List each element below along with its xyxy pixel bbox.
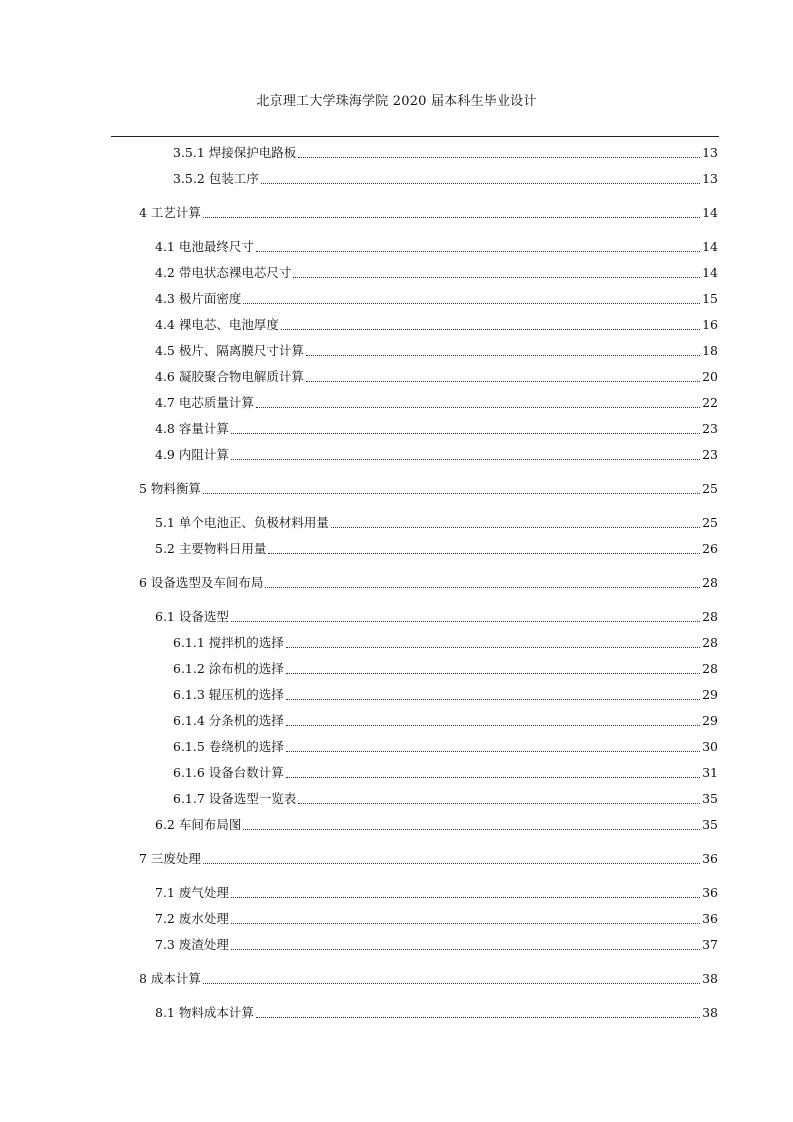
toc-entry-label: 5.1 单个电池正、负极材料用量 xyxy=(155,515,329,530)
toc-entry[interactable] xyxy=(155,445,718,463)
toc-entry-label: 6.2 车间布局图 xyxy=(155,817,242,832)
toc-entry[interactable] xyxy=(173,633,718,651)
toc-entry[interactable] xyxy=(139,479,718,497)
toc-page-number: 35 xyxy=(702,817,718,832)
toc-entry[interactable] xyxy=(155,289,718,307)
toc-dot-leader xyxy=(243,303,700,304)
toc-entry[interactable] xyxy=(155,607,718,625)
toc-dot-leader xyxy=(286,673,700,674)
toc-dot-leader xyxy=(286,647,700,648)
toc-entry[interactable] xyxy=(155,393,718,411)
toc-page-number: 37 xyxy=(702,937,718,952)
toc-entry[interactable] xyxy=(155,367,718,385)
toc-page-number: 15 xyxy=(702,291,718,306)
toc-entry-label: 6.1.3 辊压机的选择 xyxy=(173,687,284,702)
toc-dot-leader xyxy=(231,897,700,898)
toc-page-number: 36 xyxy=(702,885,718,900)
toc-page-number: 16 xyxy=(702,317,718,332)
toc-page-number: 29 xyxy=(702,713,718,728)
toc-page-number: 28 xyxy=(702,635,718,650)
toc-dot-leader xyxy=(286,751,700,752)
toc-page-number: 14 xyxy=(702,265,718,280)
page-header: 北京理工大学珠海学院 2020 届本科生毕业设计 xyxy=(256,94,537,109)
toc-entry[interactable] xyxy=(173,685,718,703)
toc-dot-leader xyxy=(231,459,700,460)
toc-entry-label: 4.1 电池最终尺寸 xyxy=(155,239,254,254)
toc-entry-label: 4.6 凝胶聚合物电解质计算 xyxy=(155,369,304,384)
toc-page-number: 13 xyxy=(702,171,718,186)
toc-entry[interactable] xyxy=(173,659,718,677)
toc-page-number: 13 xyxy=(702,145,718,160)
toc-dot-leader xyxy=(203,493,700,494)
toc-dot-leader xyxy=(286,725,700,726)
toc-entry-label: 6.1.1 搅拌机的选择 xyxy=(173,635,284,650)
toc-dot-leader xyxy=(203,983,700,984)
toc-entry-label: 3.5.1 焊接保护电路板 xyxy=(173,145,297,160)
toc-dot-leader xyxy=(298,803,700,804)
toc-entry-label: 6.1.5 卷绕机的选择 xyxy=(173,739,284,754)
toc-entry-label: 7.3 废渣处理 xyxy=(155,937,229,952)
toc-entry[interactable] xyxy=(155,935,718,953)
toc-page-number: 36 xyxy=(702,911,718,926)
toc-entry-label: 6.1 设备选型 xyxy=(155,609,229,624)
toc-page-number: 23 xyxy=(702,447,718,462)
toc-entry-label: 7 三废处理 xyxy=(139,851,201,866)
toc-dot-leader xyxy=(231,923,700,924)
toc-entry[interactable] xyxy=(173,737,718,755)
toc-entry-label: 5.2 主要物料日用量 xyxy=(155,541,267,556)
toc-entry-label: 3.5.2 包装工序 xyxy=(173,171,259,186)
toc-entry-label: 7.1 废气处理 xyxy=(155,885,229,900)
toc-entry-label: 4.4 裸电芯、电池厚度 xyxy=(155,317,279,332)
toc-page-number: 25 xyxy=(702,515,718,530)
toc-entry[interactable] xyxy=(139,849,718,867)
toc-entry[interactable] xyxy=(155,513,718,531)
toc-entry[interactable] xyxy=(155,815,718,833)
toc-dot-leader xyxy=(286,699,700,700)
toc-entry-label: 8 成本计算 xyxy=(139,971,201,986)
toc-entry-label: 4.7 电芯质量计算 xyxy=(155,395,254,410)
toc-entry[interactable] xyxy=(173,789,718,807)
toc-entry-label: 6 设备选型及车间布局 xyxy=(139,575,264,590)
toc-entry[interactable] xyxy=(155,1003,718,1021)
toc-dot-leader xyxy=(256,1017,700,1018)
toc-dot-leader xyxy=(331,527,700,528)
toc-page-number: 26 xyxy=(702,541,718,556)
toc-page-number: 28 xyxy=(702,609,718,624)
toc-dot-leader xyxy=(203,217,700,218)
toc-entry-label: 4 工艺计算 xyxy=(139,205,201,220)
toc-page-number: 36 xyxy=(702,851,718,866)
toc-page-number: 23 xyxy=(702,421,718,436)
toc-entry[interactable] xyxy=(155,237,718,255)
toc-entry-label: 4.9 内阻计算 xyxy=(155,447,229,462)
toc-entry[interactable] xyxy=(155,909,718,927)
toc-dot-leader xyxy=(293,277,700,278)
toc-page-number: 28 xyxy=(702,661,718,676)
toc-entry[interactable] xyxy=(155,883,718,901)
toc-dot-leader xyxy=(203,863,700,864)
toc-entry[interactable] xyxy=(139,969,718,987)
toc-entry-label: 4.3 极片面密度 xyxy=(155,291,242,306)
toc-entry[interactable] xyxy=(155,419,718,437)
toc-page-number: 18 xyxy=(702,343,718,358)
toc-page-number: 38 xyxy=(702,971,718,986)
toc-dot-leader xyxy=(231,621,700,622)
toc-page-number: 25 xyxy=(702,481,718,496)
toc-entry[interactable] xyxy=(155,539,718,557)
toc-entry[interactable] xyxy=(139,573,718,591)
toc-dot-leader xyxy=(298,157,700,158)
toc-entry[interactable] xyxy=(173,763,718,781)
toc-entry[interactable] xyxy=(173,169,718,187)
toc-entry[interactable] xyxy=(173,711,718,729)
toc-entry-label: 6.1.2 涂布机的选择 xyxy=(173,661,284,676)
toc-entry[interactable] xyxy=(155,263,718,281)
toc-page-number: 20 xyxy=(702,369,718,384)
toc-entry[interactable] xyxy=(155,315,718,333)
toc-dot-leader xyxy=(281,329,700,330)
toc-page-number: 14 xyxy=(702,205,718,220)
toc-dot-leader xyxy=(306,355,700,356)
toc-entry-label: 4.5 极片、隔离膜尺寸计算 xyxy=(155,343,304,358)
toc-dot-leader xyxy=(231,949,700,950)
toc-dot-leader xyxy=(286,777,700,778)
toc-entry[interactable] xyxy=(173,143,718,161)
toc-entry-label: 5 物料衡算 xyxy=(139,481,201,496)
toc-dot-leader xyxy=(261,183,700,184)
toc-entry-label: 8.1 物料成本计算 xyxy=(155,1005,254,1020)
toc-dot-leader xyxy=(243,829,700,830)
toc-entry[interactable] xyxy=(139,203,718,221)
toc-entry-label: 4.2 带电状态裸电芯尺寸 xyxy=(155,265,292,280)
toc-dot-leader xyxy=(306,381,700,382)
toc-entry-label: 4.8 容量计算 xyxy=(155,421,229,436)
toc-page-number: 28 xyxy=(702,575,718,590)
toc-entry[interactable] xyxy=(155,341,718,359)
toc-dot-leader xyxy=(268,553,700,554)
toc-page-number: 35 xyxy=(702,791,718,806)
toc-entry-label: 6.1.6 设备台数计算 xyxy=(173,765,284,780)
toc-entry-label: 6.1.7 设备选型一览表 xyxy=(173,791,297,806)
toc-dot-leader xyxy=(256,251,700,252)
toc-dot-leader xyxy=(231,433,700,434)
toc-dot-leader xyxy=(256,407,700,408)
toc-page-number: 30 xyxy=(702,739,718,754)
toc-page-number: 22 xyxy=(702,395,718,410)
toc-entry-label: 6.1.4 分条机的选择 xyxy=(173,713,284,728)
toc-entry-label: 7.2 废水处理 xyxy=(155,911,229,926)
toc-page-number: 31 xyxy=(702,765,718,780)
toc-dot-leader xyxy=(265,587,700,588)
toc-page-number: 29 xyxy=(702,687,718,702)
toc-page-number: 14 xyxy=(702,239,718,254)
toc-page-number: 38 xyxy=(702,1005,718,1020)
